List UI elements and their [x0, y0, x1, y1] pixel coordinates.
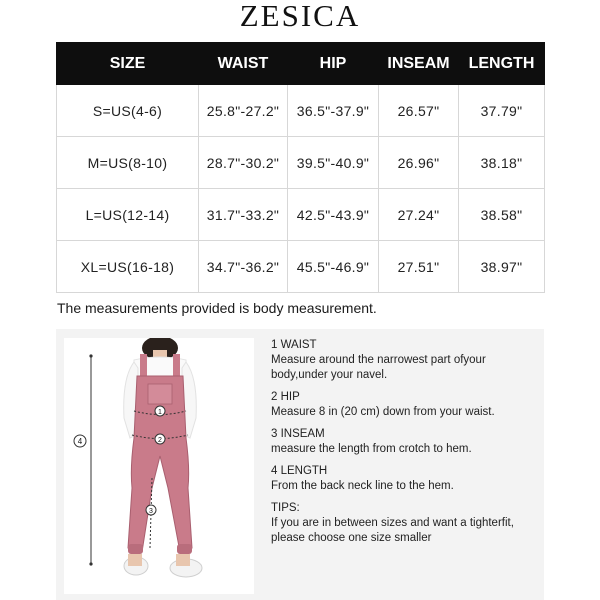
guide-length-body: From the back neck line to the hem.: [271, 480, 454, 492]
left-strap: [140, 354, 147, 378]
cell-length: 38.18": [459, 137, 545, 189]
cell-hip: 39.5"-40.9": [288, 137, 379, 189]
brand-logo: ZESICA: [239, 0, 361, 33]
header-length: LENGTH: [459, 43, 545, 85]
cell-size: L=US(12-14): [57, 189, 199, 241]
guide-waist-title: 1 WAIST: [271, 339, 317, 351]
guide-inseam-body: measure the length from crotch to hem.: [271, 443, 472, 455]
length-bottom-dot: [89, 562, 92, 565]
cell-waist: 28.7"-30.2": [199, 137, 288, 189]
header-hip: HIP: [288, 43, 379, 85]
table-row: [57, 137, 545, 189]
cell-waist: 34.7"-36.2": [199, 241, 288, 293]
marker-3-label: 3: [149, 508, 153, 515]
cell-hip: 36.5"-37.9": [288, 85, 379, 137]
cell-hip: 42.5"-43.9": [288, 189, 379, 241]
guide-inseam-title: 3 INSEAM: [271, 428, 325, 440]
guide-inseam: [271, 427, 541, 457]
marker-1-label: 1: [158, 409, 162, 416]
header-waist: WAIST: [199, 43, 288, 85]
cell-inseam: 27.51": [379, 241, 459, 293]
table-row: [57, 189, 545, 241]
marker-2-label: 2: [158, 437, 162, 444]
cell-length: 38.58": [459, 189, 545, 241]
overalls-figure: [64, 338, 254, 594]
marker-4-label: 4: [77, 437, 83, 446]
table-header-row: [57, 43, 545, 85]
table-row: [57, 241, 545, 293]
left-cuff: [128, 544, 143, 554]
cell-length: 37.79": [459, 85, 545, 137]
guide-waist-body: Measure around the narrowest part ofyour body,under your navel.: [271, 354, 486, 381]
cell-hip: 45.5"-46.9": [288, 241, 379, 293]
cell-length: 38.97": [459, 241, 545, 293]
length-top-dot: [89, 354, 92, 357]
guide-waist: [271, 338, 541, 383]
cell-size: M=US(8-10): [57, 137, 199, 189]
guide-length: [271, 464, 541, 494]
cell-waist: 25.8"-27.2": [199, 85, 288, 137]
cell-inseam: 26.96": [379, 137, 459, 189]
guide-length-title: 4 LENGTH: [271, 465, 328, 477]
guide-tips: [271, 501, 541, 546]
right-strap: [173, 354, 180, 378]
guide-tips-body: If you are in between sizes and want a tighterfit, please choose one size smaller: [271, 517, 514, 544]
cell-size: XL=US(16-18): [57, 241, 199, 293]
table-row: [57, 85, 545, 137]
header-inseam: INSEAM: [379, 43, 459, 85]
bib-pocket: [148, 384, 172, 404]
right-ankle: [176, 554, 190, 566]
right-cuff: [177, 544, 192, 554]
left-ankle: [128, 554, 142, 566]
model-illustration: [64, 338, 254, 594]
measurement-note: The measurements provided is body measurement.: [57, 300, 377, 316]
header-size: SIZE: [57, 43, 199, 85]
guide-tips-title: TIPS:: [271, 502, 300, 514]
measure-instructions: [271, 338, 541, 553]
cell-size: S=US(4-6): [57, 85, 199, 137]
cell-inseam: 26.57": [379, 85, 459, 137]
cell-waist: 31.7"-33.2": [199, 189, 288, 241]
cell-inseam: 27.24": [379, 189, 459, 241]
guide-hip-body: Measure 8 in (20 cm) down from your waist.: [271, 406, 495, 418]
guide-hip-title: 2 HIP: [271, 391, 300, 403]
guide-hip: [271, 390, 541, 420]
size-chart-table: [56, 42, 545, 293]
